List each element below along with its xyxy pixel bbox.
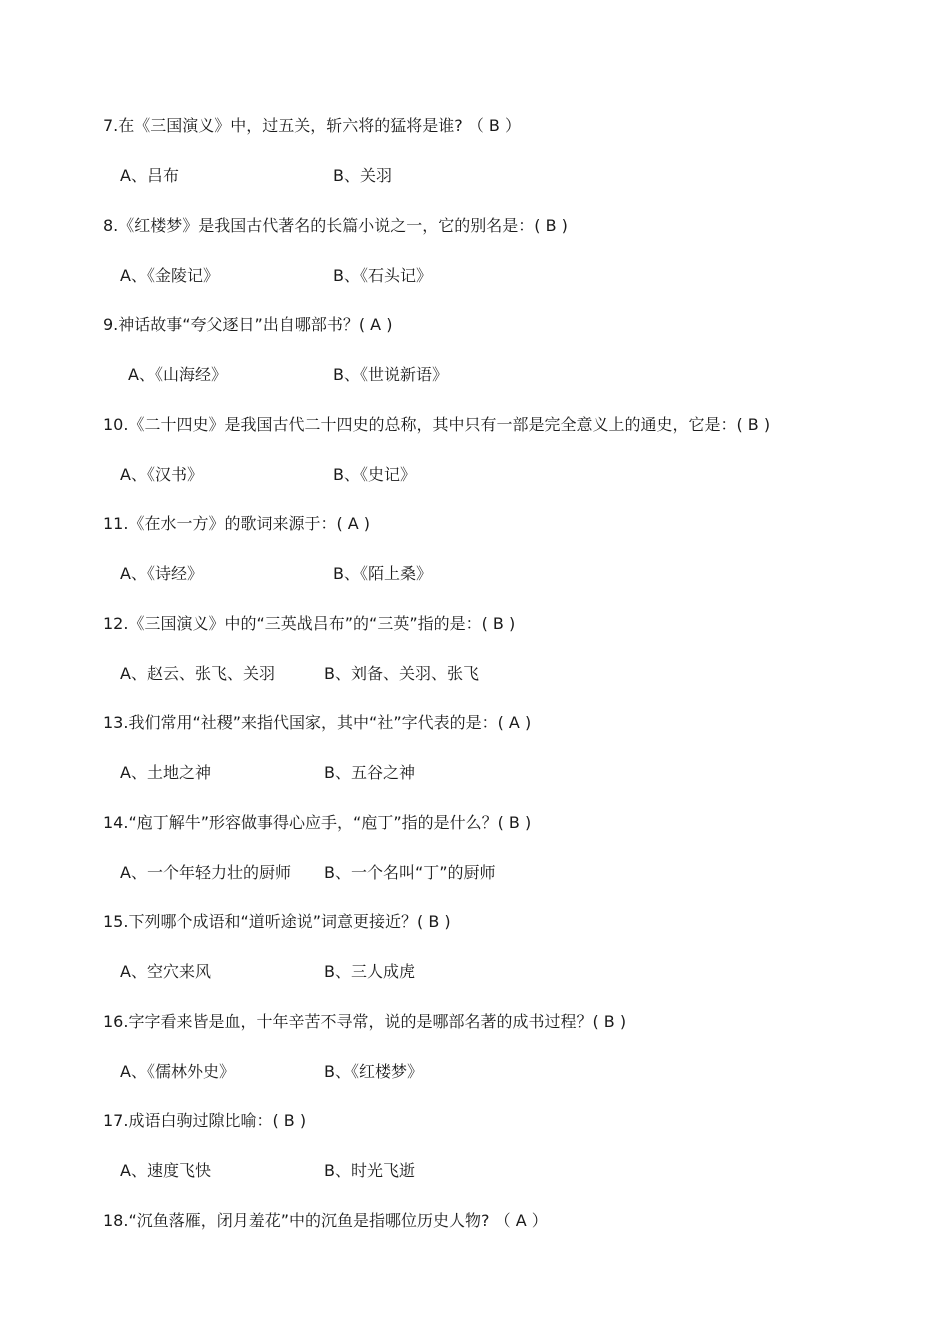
question-14: 14.“庖丁解牛”形容做事得心应手，“庖丁”指的是什么？( B ) <box>103 813 532 832</box>
question-7: 7.在《三国演义》中，过五关，斩六将的猛将是谁? （ B ） <box>103 116 521 135</box>
question-18: 18.“沉鱼落雁，闭月羞花”中的沉鱼是指哪位历史人物? （ A ） <box>103 1211 548 1230</box>
option-a: A、吕布 <box>120 166 179 185</box>
option-b: B、《史记》 <box>333 465 416 484</box>
option-b: B、《陌上桑》 <box>333 564 432 583</box>
option-b: B、关羽 <box>333 166 392 185</box>
option-a: A、空穴来风 <box>120 962 211 981</box>
option-b: B、时光飞逝 <box>324 1161 415 1180</box>
question-11: 11.《在水一方》的歌词来源于：( A ) <box>103 514 371 533</box>
question-10: 10.《二十四史》是我国古代二十四史的总称，其中只有一部是完全意义上的通史，它是：( B ) <box>103 415 771 434</box>
option-a: A、《诗经》 <box>120 564 203 583</box>
option-a: A、一个年轻力壮的厨师 <box>120 863 291 882</box>
option-b: B、五谷之神 <box>324 763 415 782</box>
option-a: A、《金陵记》 <box>120 266 219 285</box>
option-a: A、土地之神 <box>120 763 211 782</box>
option-b: B、《石头记》 <box>333 266 432 285</box>
question-9: 9.神话故事“夸父逐日”出自哪部书？( A ) <box>103 315 393 334</box>
option-b: B、刘备、关羽、张飞 <box>324 664 479 683</box>
option-b: B、一个名叫“丁”的厨师 <box>324 863 496 882</box>
option-a: A、速度飞快 <box>120 1161 211 1180</box>
option-a: A、《汉书》 <box>120 465 203 484</box>
question-8: 8.《红楼梦》是我国古代著名的长篇小说之一，它的别名是：( B ) <box>103 216 568 235</box>
question-16: 16.字字看来皆是血，十年辛苦不寻常，说的是哪部名著的成书过程？( B ) <box>103 1012 627 1031</box>
question-13: 13.我们常用“社稷”来指代国家，其中“社”字代表的是：( A ) <box>103 713 532 732</box>
option-a: A、赵云、张飞、关羽 <box>120 664 275 683</box>
option-a: A、《儒林外史》 <box>120 1062 235 1081</box>
question-12: 12.《三国演义》中的“三英战吕布”的“三英”指的是：( B ) <box>103 614 516 633</box>
option-b: B、三人成虎 <box>324 962 415 981</box>
option-b: B、《世说新语》 <box>333 365 448 384</box>
option-a: A、《山海经》 <box>128 365 227 384</box>
question-15: 15.下列哪个成语和“道听途说”词意更接近？( B ) <box>103 912 451 931</box>
option-b: B、《红楼梦》 <box>324 1062 423 1081</box>
question-17: 17.成语白驹过隙比喻：( B ) <box>103 1111 307 1130</box>
